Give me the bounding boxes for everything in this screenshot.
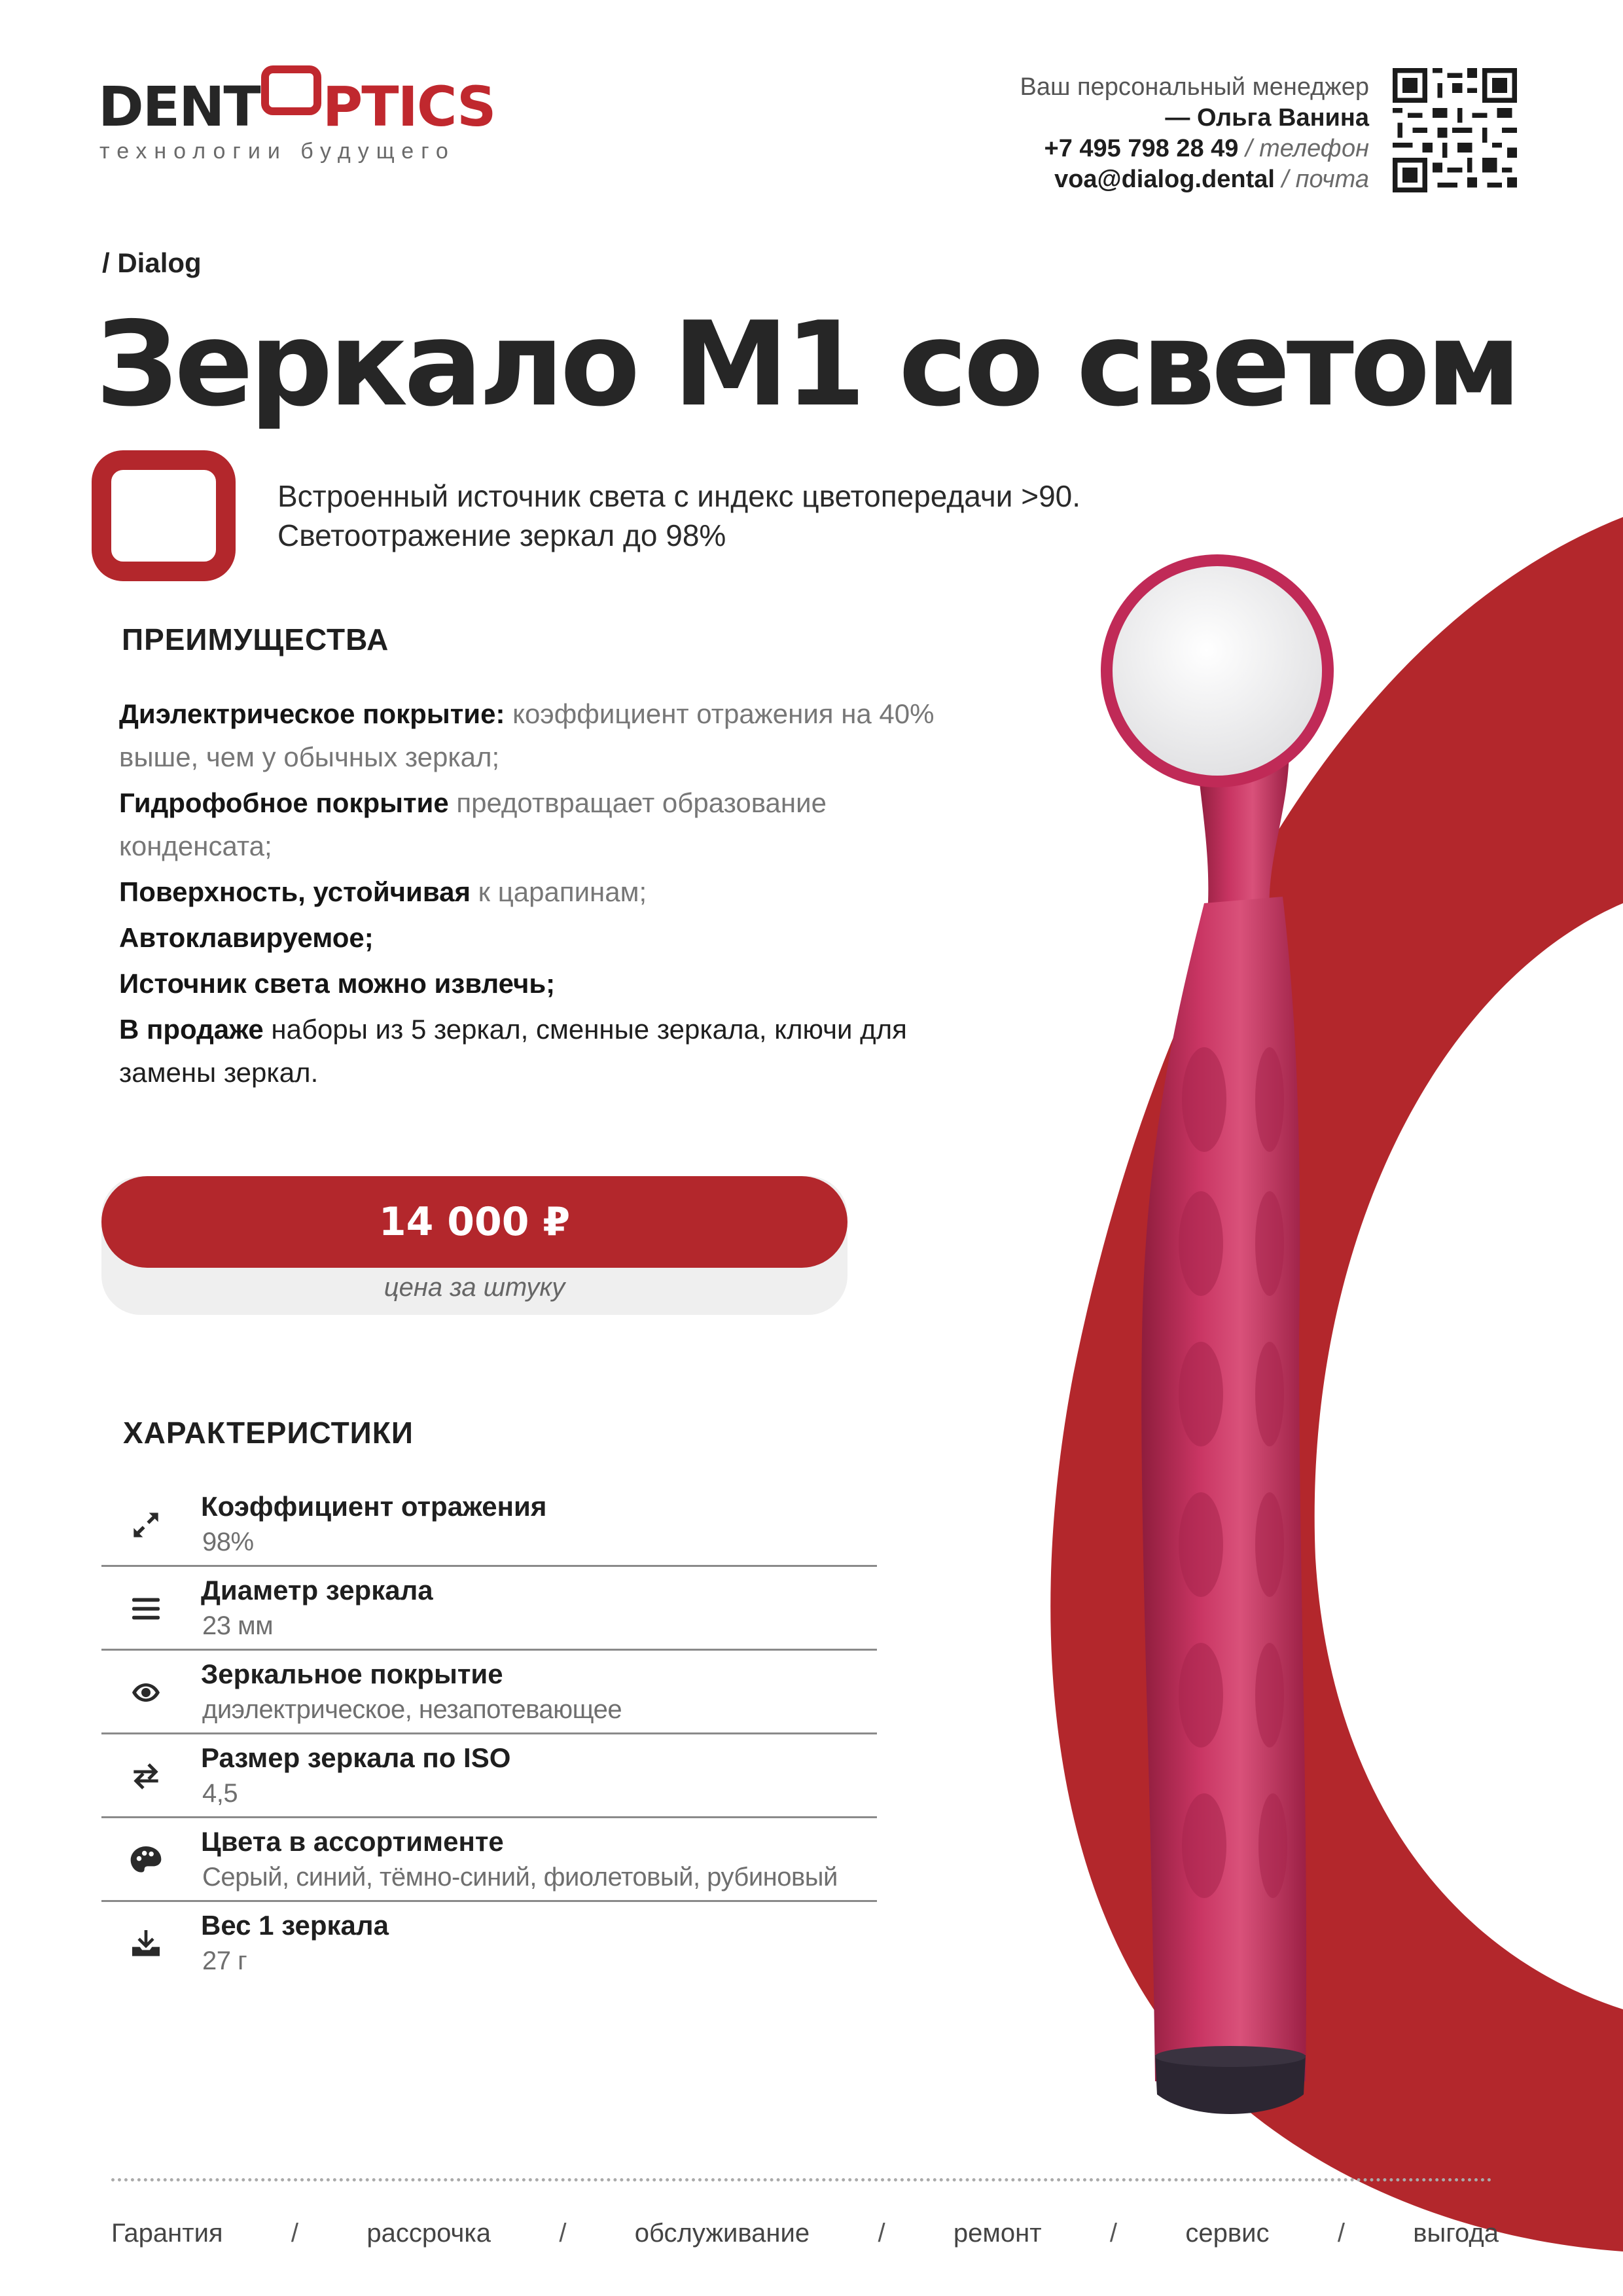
spec-name: Цвета в ассортименте [201,1826,504,1857]
product-intro [277,476,1080,555]
price-note: цена за штуку [383,1273,565,1302]
spec-value: 23 мм [202,1611,274,1640]
benefit-bold: В продаже [119,1014,264,1045]
price-block [101,1176,847,1315]
footer-item: сервис [1185,2219,1270,2248]
logo-tagline: технологии будущего [99,139,455,164]
spec-name: Диаметр зеркала [201,1575,433,1605]
benefits-heading: ПРЕИМУЩЕСТВА [122,622,389,656]
email-label: / почта [1281,166,1369,193]
benefit-bold: Диэлектрическое покрытие: [119,698,505,729]
footer-separator: / [878,2219,885,2248]
footer-item: Гарантия [111,2219,223,2248]
footer-item: выгода [1413,2219,1499,2248]
spec-name: Вес 1 зеркала [201,1910,389,1941]
footer-separator: / [1109,2219,1118,2248]
intro-line-2: Светоотражение зеркал до 98% [277,518,726,552]
price-value: 14 000 ₽ [101,1176,847,1268]
intro-line-1: Встроенный источник света с индекс цветопередачи >90. [277,479,1081,513]
footer-separator: / [559,2219,567,2248]
logo-optics: PTICS [322,75,495,139]
spec-row [101,1483,877,1567]
qr-code-icon [1393,68,1517,192]
benefits-list [119,692,970,1097]
benefit-bold: Поверхность, устойчивая [119,876,471,907]
benefit-text: к царапинам; [470,876,647,907]
spec-row [101,1567,877,1651]
spec-row [101,1902,877,1986]
spec-value: 98% [202,1528,254,1556]
benefit-bold: Гидрофобное покрытие [119,787,449,818]
footer-item: ремонт [953,2219,1042,2248]
benefit-item [119,781,970,868]
product-title: Зеркало М1 со светом [96,296,1518,432]
benefit-text: коэффициент отражения на 40% выше, чем у обычных зеркал; [119,698,935,772]
manager-email[interactable]: voa@dialog.dental [1054,166,1275,193]
spec-value: 4,5 [202,1779,238,1808]
specs-heading: ХАРАКТЕРИСТИКИ [123,1416,414,1450]
dentoptics-logo [98,65,517,170]
accent-square-icon [92,450,236,581]
palette-icon [128,1842,164,1878]
spec-value: диэлектрическое, незапотевающее [202,1695,622,1724]
expand-arrows-icon [128,1507,164,1543]
download-tray-icon [128,1926,164,1962]
specs-table [101,1483,877,1986]
logo-o-mark [261,65,321,115]
benefit-item [119,916,970,960]
benefit-item [119,692,970,779]
swap-arrows-icon [128,1758,164,1795]
footer-item: обслуживание [634,2219,810,2248]
phone-label: / телефон [1245,135,1369,162]
menu-lines-icon [128,1590,164,1627]
spec-name: Коэффициент отражения [201,1491,547,1522]
eye-rotate-icon [128,1674,164,1711]
logo-wordmark [98,75,495,139]
benefit-text: наборы из 5 зеркал, сменные зеркала, ключи для замены зеркал. [119,1014,907,1088]
footer-divider [111,2178,1492,2181]
logo-dent: DENT [98,75,260,139]
benefit-item [119,962,970,1005]
manager-label: Ваш персональный менеджер [1020,73,1369,101]
manager-name: — Ольга Ванина [1165,104,1369,132]
footer-separator: / [291,2219,299,2248]
spec-name: Зеркальное покрытие [201,1659,503,1689]
footer-separator: / [1337,2219,1345,2248]
dental-mirror-image [1073,550,1361,2121]
benefit-item [119,1008,970,1094]
spec-row [101,1651,877,1734]
footer-item: рассрочка [366,2219,491,2248]
brand-label: / Dialog [102,247,202,278]
spec-name: Размер зеркала по ISO [201,1742,511,1773]
spec-row [101,1818,877,1902]
footer-links [111,2219,1499,2248]
spec-row [101,1734,877,1818]
benefit-bold: Автоклавируемое; [119,922,374,953]
manager-phone[interactable]: +7 495 798 28 49 [1044,135,1239,162]
benefit-text: предотвращает образование конденсата; [119,787,827,861]
spec-value: 27 г [202,1946,247,1975]
manager-contacts [1020,72,1369,195]
spec-value: Серый, синий, тёмно-синий, фиолетовый, рубиновый [202,1863,838,1892]
benefit-item [119,870,970,914]
benefit-bold: Источник света можно извлечь; [119,968,556,999]
